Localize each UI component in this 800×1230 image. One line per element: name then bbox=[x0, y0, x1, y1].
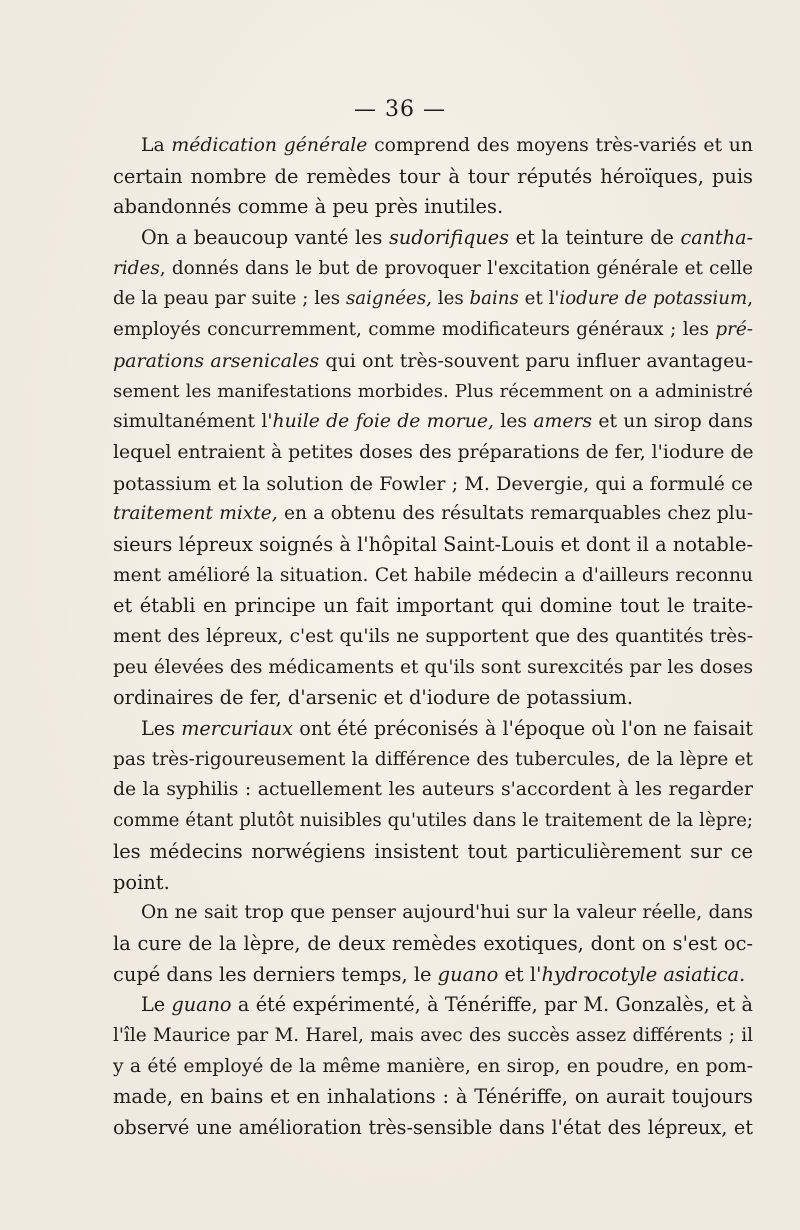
text-line bbox=[113, 131, 753, 162]
text-run: y a été employé de la même manière, en sirop, en poudre, en pom- bbox=[113, 1055, 753, 1077]
text-line bbox=[113, 499, 753, 530]
text-run: ment amélioré la situation. Cet habile médecin a d'ailleurs reconnu bbox=[113, 564, 753, 586]
text-run: employés concurremment, comme modificateurs généraux ; les bbox=[113, 319, 716, 341]
text-run: simultanément l' bbox=[113, 411, 273, 433]
text-line bbox=[113, 346, 753, 377]
italic-text: guano bbox=[171, 993, 232, 1017]
text-line bbox=[113, 1052, 753, 1083]
text-line bbox=[113, 162, 753, 193]
text-run: potassium et la solution de Fowler ; M. Devergie, qui a formulé ce bbox=[113, 472, 753, 495]
text-line bbox=[113, 561, 753, 592]
text-run: sieurs lépreux soignés à l'hôpital Saint-Louis et dont il a notable- bbox=[113, 532, 753, 556]
text-run: pas très-rigoureusement la différence des tubercules, de la lèpre et bbox=[113, 748, 753, 770]
text-line bbox=[113, 284, 753, 315]
text-run: l'île Maurice par M. Harel, mais avec des succès assez différents ; il bbox=[113, 1024, 753, 1046]
italic-text: sudorifiques bbox=[388, 226, 509, 250]
text-line bbox=[113, 469, 753, 500]
body-text bbox=[113, 131, 753, 1144]
italic-text: guano bbox=[437, 962, 499, 986]
text-run: comme étant plutôt nuisibles qu'utiles dans le traitement de la lèpre; bbox=[113, 810, 753, 832]
text-run: et l' bbox=[498, 962, 542, 986]
text-line bbox=[113, 591, 753, 622]
italic-text: hydrocotyle asiatica. bbox=[541, 962, 746, 986]
text-run: certain nombre de remèdes tour à tour réputés héroïques, puis bbox=[113, 164, 753, 188]
text-run: , bbox=[747, 288, 754, 310]
text-run: et établi en principe un fait important qui domine tout le traite- bbox=[113, 594, 753, 618]
text-run: ordinaires de fer, d'arsenic et d'iodure de potassium. bbox=[113, 686, 634, 710]
text-line bbox=[113, 898, 753, 929]
text-run: point. bbox=[113, 870, 170, 894]
text-run: , donnés dans le but de provoquer l'excitation générale et celle bbox=[159, 257, 753, 279]
text-line bbox=[113, 254, 753, 285]
text-line bbox=[113, 960, 753, 991]
text-run: comprend des moyens très-variés et un bbox=[367, 135, 753, 156]
italic-text: bains bbox=[469, 288, 519, 310]
text-run: la cure de la lèpre, de deux remèdes exotiques, dont on s'est oc- bbox=[113, 931, 753, 955]
text-run: ment des lépreux, c'est qu'ils ne supportent que des quantités très- bbox=[113, 626, 753, 647]
text-run: et l' bbox=[518, 288, 560, 310]
text-run: On ne sait trop que penser aujourd'hui sur la valeur réelle, dans bbox=[141, 902, 753, 924]
italic-text: huile de foie de morue, bbox=[272, 411, 494, 433]
italic-text: médication générale bbox=[171, 135, 368, 156]
text-run: Le bbox=[141, 993, 172, 1017]
text-line bbox=[113, 530, 753, 561]
text-line bbox=[113, 806, 753, 837]
text-line bbox=[113, 622, 753, 653]
italic-text: saignées, bbox=[345, 288, 432, 310]
italic-text: mercuriaux bbox=[181, 717, 293, 741]
text-run: La bbox=[141, 135, 172, 156]
text-run: de la syphilis : actuellement les auteurs s'accordent à les regarder bbox=[113, 779, 753, 801]
text-run: sement les manifestations morbides. Plus récemment on a administré bbox=[113, 380, 753, 402]
italic-text: pré- bbox=[715, 319, 753, 341]
text-line bbox=[113, 223, 753, 254]
text-line bbox=[113, 192, 753, 223]
italic-text: cantha- bbox=[680, 226, 754, 250]
text-run: en a obtenu des résultats remarquables chez plu- bbox=[277, 503, 754, 525]
text-run: les bbox=[431, 288, 470, 310]
text-run: les bbox=[493, 411, 534, 433]
text-line bbox=[113, 438, 753, 469]
text-line bbox=[113, 775, 753, 806]
text-line bbox=[113, 990, 753, 1021]
text-run: qui ont très-souvent paru influer avantageu- bbox=[319, 349, 753, 372]
text-run: peu élevées des médicaments et qu'ils sont surexcités par les doses bbox=[113, 656, 753, 678]
text-run: On a beaucoup vanté les bbox=[141, 226, 389, 250]
text-line bbox=[113, 929, 753, 960]
text-line bbox=[113, 745, 753, 776]
text-line bbox=[113, 837, 753, 868]
text-line bbox=[113, 407, 753, 438]
text-run: et un sirop dans bbox=[592, 411, 753, 433]
italic-text: rides bbox=[113, 257, 160, 279]
text-run: observé une amélioration très-sensible dans l'état des lépreux, et bbox=[113, 1116, 753, 1139]
text-line bbox=[113, 714, 753, 745]
text-run: cupé dans les derniers temps, le bbox=[113, 962, 438, 986]
text-line bbox=[113, 683, 753, 714]
text-line bbox=[113, 868, 753, 899]
text-run: Les bbox=[141, 717, 182, 741]
text-run: les médecins norwégiens insistent tout particulièrement sur ce bbox=[113, 839, 753, 863]
text-line bbox=[113, 315, 753, 346]
page-number: — 36 — bbox=[354, 97, 446, 122]
text-run: a été expérimenté, à Ténériffe, par M. Gonzalès, et à bbox=[231, 993, 753, 1017]
text-run: abandonnés comme à peu près inutiles. bbox=[113, 195, 504, 219]
text-line bbox=[113, 377, 753, 408]
italic-text: parations arsenicales bbox=[113, 349, 320, 372]
text-line bbox=[113, 1113, 753, 1144]
italic-text: amers bbox=[533, 411, 593, 433]
text-run: lequel entraient à petites doses des préparations de fer, l'iodure de bbox=[113, 441, 754, 463]
italic-text: traitement mixte, bbox=[113, 503, 278, 525]
text-run: et la teinture de bbox=[508, 226, 681, 250]
text-run: made, en bains et en inhalations : à Ténériffe, on aurait toujours bbox=[113, 1085, 753, 1109]
text-line bbox=[113, 1082, 753, 1113]
text-line bbox=[113, 653, 753, 684]
text-run: ont été préconisés à l'époque où l'on ne faisait bbox=[293, 717, 754, 741]
text-run: de la peau par suite ; les bbox=[113, 288, 346, 310]
italic-text: iodure de potassium bbox=[559, 288, 748, 310]
text-line bbox=[113, 1021, 753, 1052]
